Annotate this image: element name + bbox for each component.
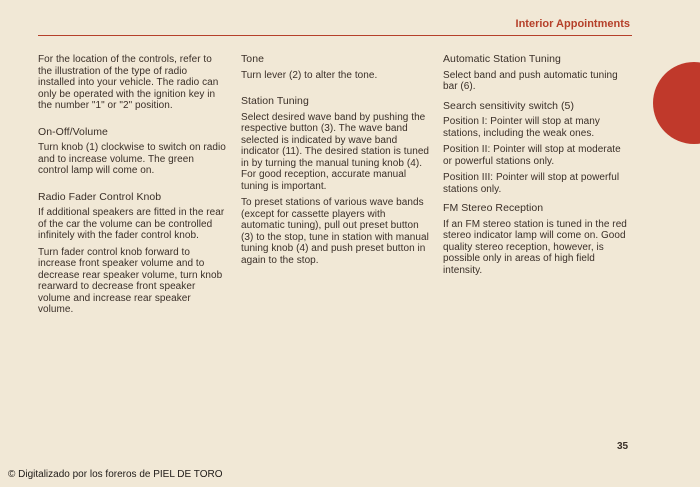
fm-stereo-heading: FM Stereo Reception	[443, 202, 544, 214]
station-tuning-paragraph-2: To preset stations of various wave bands (except for cassette players with automatic tuning), pull out preset button (3) to the stop, tune in station with manual tuning knob (4) and push preset button in again to the stop.	[241, 197, 429, 266]
column-middle	[241, 54, 432, 274]
auto-tuning-heading: Automatic Station Tuning	[443, 53, 561, 65]
page-number: 35	[617, 441, 629, 452]
position-3-paragraph: Position III: Pointer will stop at powerful stations only.	[443, 172, 620, 195]
intro-paragraph: For the location of the controls, refer to the illustration of the type of radio installed into your vehicle. The radio can only be operated with the ignition key in the number "1" or "2" position.	[38, 54, 219, 111]
fm-stereo-paragraph: If an FM stereo station is tuned in the red stereo indicator lamp will come on. Good quality stereo reception, however, is possible only in areas of high field intensity.	[443, 218, 627, 276]
fader-paragraph-2: Turn fader control knob forward to increase front speaker volume and to decrease rear speaker volume, turn knob rearward to decrease front speaker volume and increase rear speaker volume.	[38, 246, 223, 315]
position-2-paragraph: Position II: Pointer will stop at moderate or powerful stations only.	[443, 144, 621, 167]
onoff-paragraph: Turn knob (1) clockwise to switch on radio and to increase volume. The green control lamp will come on.	[38, 142, 226, 176]
station-tuning-heading: Station Tuning	[241, 95, 309, 107]
search-sensitivity-heading: Search sensitivity switch (5)	[443, 99, 574, 112]
column-left	[38, 54, 226, 324]
position-1-paragraph: Position I: Pointer will stop at many stations, including the weak ones.	[443, 116, 600, 139]
station-tuning-paragraph-1: Select desired wave band by pushing the respective button (3). The wave band selected is indicated by wave band indicator (11). The desired station is tuned in by turning the manual tuning knob (4). For good reception, accurate manual tuning is important.	[241, 111, 430, 192]
onoff-heading: On-Off/Volume	[38, 125, 108, 138]
fader-paragraph-1: If additional speakers are fitted in the rear of the car the volume can be controlled infinitely with the fader control knob.	[38, 207, 225, 241]
tone-heading: Tone	[241, 53, 264, 65]
auto-tuning-paragraph: Select band and push automatic tuning bar (6).	[443, 69, 618, 92]
column-right	[443, 54, 630, 284]
header-title: Interior Appointments	[515, 18, 630, 30]
tone-paragraph: Turn lever (2) to alter the tone.	[241, 69, 378, 81]
section-tab-marker	[653, 62, 700, 144]
fader-heading: Radio Fader Control Knob	[38, 190, 162, 203]
scan-credit: © Digitalizado por los foreros de PIEL DE TORO	[8, 469, 223, 480]
header-rule	[38, 35, 632, 36]
